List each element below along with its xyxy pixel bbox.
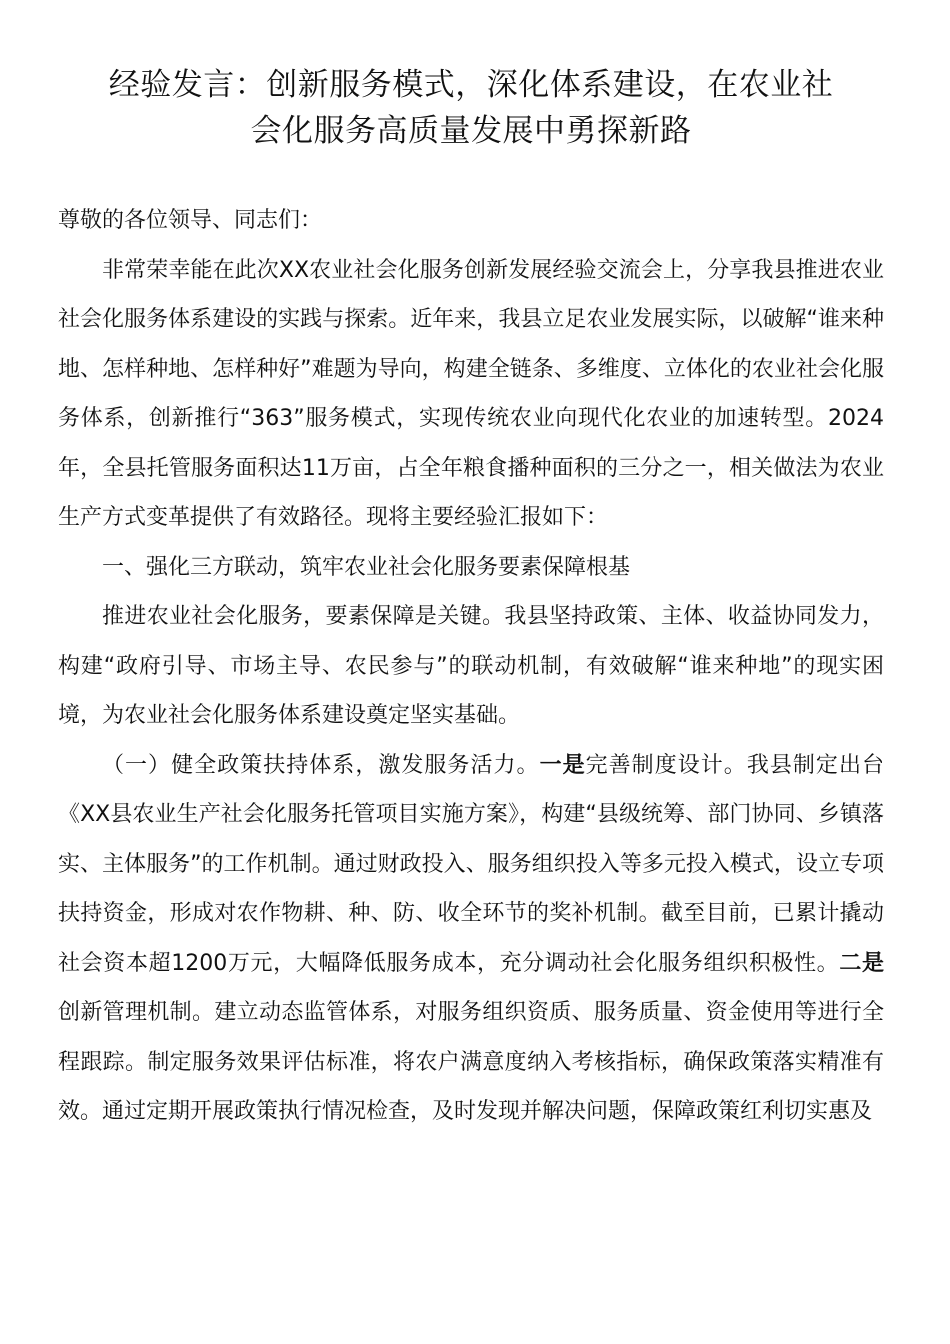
subsection-1-heading: （一）健全政策扶持体系，激发服务活力。 xyxy=(102,752,540,778)
document-title xyxy=(58,62,884,154)
point-1-label: 一是 xyxy=(539,752,586,778)
title-line-2: 会化服务高质量发展中勇探新路 xyxy=(250,113,692,149)
point-2-text: 创新管理机制。建立动态监管体系，对服务组织资质、服务质量、资金使用等进行全程跟踪。制定服务效果评估标准，将农户满意度纳入考核指标，确保政策落实精准有效。通过定期开展政策执行情况检查，及时发现并解决问题，保障政策红利切实惠及 xyxy=(58,1000,884,1124)
point-2-label: 二是 xyxy=(839,950,884,976)
point-1-text: 完善制度设计。我县制定出台《XX县农业生产社会化服务托管项目实施方案》，构建“县级统筹、部门协同、乡镇落实、主体服务”的工作机制。通过财政投入、服务组织投入等多元投入模式，设立专项扶持资金，形成对农作物耕、种、防、收全环节的奖补机制。截至目前，已累计撬动社会资本超1200万元，大幅降低服务成本，充分调动社会化服务组织积极性。 xyxy=(58,752,884,976)
section-1-paragraph: 推进农业社会化服务，要素保障是关键。我县坚持政策、主体、收益协同发力，构建“政府引导、市场主导、农民参与”的联动机制，有效破解“谁来种地”的现实困境，为农业社会化服务体系建设奠定坚实基础。 xyxy=(58,604,884,728)
subsection-1-paragraph xyxy=(58,741,884,1137)
section-1-heading: 一、强化三方联动，筑牢农业社会化服务要素保障根基 xyxy=(102,554,631,580)
intro-paragraph: 非常荣幸能在此次XX农业社会化服务创新发展经验交流会上，分享我县推进农业社会化服务体系建设的实践与探索。近年来，我县立足农业发展实际，以破解“谁来种地、怎样种地、怎样种好”难题为导向，构建全链条、多维度、立体化的农业社会化服务体系，创新推行“363”服务模式，实现传统农业向现代化农业的加速转型。2024年，全县托管服务面积达11万亩，占全年粮食播种面积的三分之一，相关做法为农业生产方式变革提供了有效路径。现将主要经验汇报如下： xyxy=(58,257,884,530)
title-line-1: 经验发言：创新服务模式，深化体系建设，在农业社 xyxy=(108,67,834,103)
salutation: 尊敬的各位领导、同志们： xyxy=(58,208,323,233)
